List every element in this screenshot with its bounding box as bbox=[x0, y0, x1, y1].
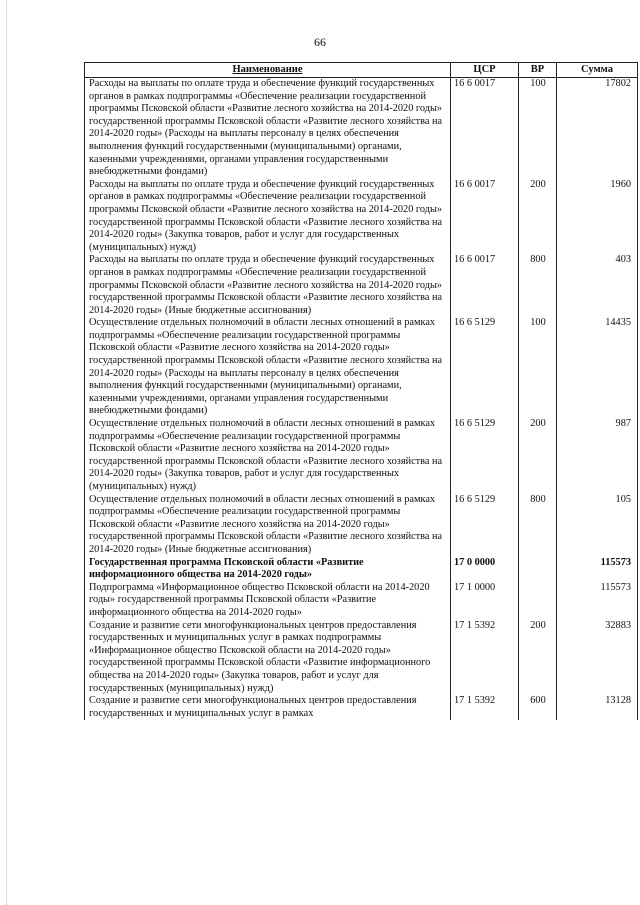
row-vr bbox=[519, 557, 557, 582]
row-name: Государственная программа Псковской области «Развитие информационного общества на 2014-2020 годы» bbox=[85, 557, 451, 582]
row-code: 16 6 5129 bbox=[451, 418, 519, 494]
row-name: Расходы на выплаты по оплате труда и обеспечение функций государственных органов в рамках подпрограммы «Обеспечение реализации государственной программы Псковской области «Развитие лесного хозяйства на 2014-2020 годы» государственной программы Псковской области «Развитие лесного хозяйства на 2014-2020 годы» (Закупка товаров, работ и услуг для государственных (муниципальных) нужд) bbox=[85, 179, 451, 255]
table-header-row bbox=[85, 63, 638, 78]
row-code: 16 6 5129 bbox=[451, 494, 519, 557]
header-sum: Сумма bbox=[557, 63, 638, 78]
row-sum: 105 bbox=[557, 494, 638, 557]
row-vr: 800 bbox=[519, 254, 557, 317]
table-row bbox=[85, 254, 638, 317]
row-sum: 32883 bbox=[557, 620, 638, 696]
row-code: 17 1 5392 bbox=[451, 620, 519, 696]
table-row bbox=[85, 557, 638, 582]
table-body bbox=[85, 78, 638, 721]
row-name: Создание и развитие сети многофункциональных центров предоставления государственных и муниципальных услуг в рамках bbox=[85, 695, 451, 720]
row-vr: 600 bbox=[519, 695, 557, 720]
header-code: ЦСР bbox=[451, 63, 519, 78]
table-row bbox=[85, 317, 638, 418]
row-sum: 115573 bbox=[557, 582, 638, 620]
table-row bbox=[85, 582, 638, 620]
row-name: Расходы на выплаты по оплате труда и обеспечение функций государственных органов в рамках подпрограммы «Обеспечение реализации государственной программы Псковской области «Развитие лесного хозяйства на 2014-2020 годы» государственной программы Псковской области «Развитие лесного хозяйства на 2014-2020 годы» (Иные бюджетные ассигнования) bbox=[85, 254, 451, 317]
table-row bbox=[85, 620, 638, 696]
row-code: 16 6 0017 bbox=[451, 78, 519, 179]
row-name: Осуществление отдельных полномочий в области лесных отношений в рамках подпрограммы «Обеспечение реализации государственной программы Псковской области «Развитие лесного хозяйства на 2014-2020 годы» государственной программы Псковской области «Развитие лесного хозяйства на 2014-2020 годы» (Закупка товаров, работ и услуг для государственных (муниципальных) нужд) bbox=[85, 418, 451, 494]
row-name: Осуществление отдельных полномочий в области лесных отношений в рамках подпрограммы «Обеспечение реализации государственной программы Псковской области «Развитие лесного хозяйства на 2014-2020 годы» государственной программы Псковской области «Развитие лесного хозяйства на 2014-2020 годы» (Иные бюджетные ассигнования) bbox=[85, 494, 451, 557]
row-name: Подпрограмма «Информационное общество Псковской области на 2014-2020 годы» государственной программы Псковской области «Развитие информационного общества на 2014-2020 годы» bbox=[85, 582, 451, 620]
table-row bbox=[85, 695, 638, 720]
header-vr: ВР bbox=[519, 63, 557, 78]
row-code: 17 0 0000 bbox=[451, 557, 519, 582]
table-row bbox=[85, 78, 638, 179]
row-sum: 403 bbox=[557, 254, 638, 317]
row-sum: 987 bbox=[557, 418, 638, 494]
row-code: 16 6 0017 bbox=[451, 179, 519, 255]
row-code: 16 6 5129 bbox=[451, 317, 519, 418]
row-sum: 14435 bbox=[557, 317, 638, 418]
header-name: Наименование bbox=[85, 63, 451, 78]
row-sum: 1960 bbox=[557, 179, 638, 255]
row-name: Расходы на выплаты по оплате труда и обеспечение функций государственных органов в рамках подпрограммы «Обеспечение реализации государственной программы Псковской области «Развитие лесного хозяйства на 2014-2020 годы» государственной программы Псковской области «Развитие лесного хозяйства на 2014-2020 годы» (Расходы на выплаты персоналу в целях обеспечения выполнения функций государственными (муниципальными) органами, казенными учреждениями, органами управления государственными внебюджетными фондами) bbox=[85, 78, 451, 179]
row-code: 16 6 0017 bbox=[451, 254, 519, 317]
scan-edge-artifact bbox=[0, 0, 7, 905]
row-sum: 17802 bbox=[557, 78, 638, 179]
row-name: Осуществление отдельных полномочий в области лесных отношений в рамках подпрограммы «Обеспечение реализации государственной программы Псковской области «Развитие лесного хозяйства на 2014-2020 годы» государственной программы Псковской области «Развитие лесного хозяйства на 2014-2020 годы» (Расходы на выплаты персоналу в целях обеспечения выполнения функций государственными (муниципальными) органами, казенными учреждениями, органами управления государственными внебюджетными фондами) bbox=[85, 317, 451, 418]
row-code: 17 1 5392 bbox=[451, 695, 519, 720]
row-vr: 200 bbox=[519, 620, 557, 696]
page-number: 66 bbox=[314, 35, 326, 49]
table-row bbox=[85, 179, 638, 255]
budget-table bbox=[84, 62, 638, 720]
row-sum: 115573 bbox=[557, 557, 638, 582]
row-vr: 200 bbox=[519, 179, 557, 255]
row-sum: 13128 bbox=[557, 695, 638, 720]
row-vr: 200 bbox=[519, 418, 557, 494]
table-row bbox=[85, 418, 638, 494]
row-name: Создание и развитие сети многофункциональных центров предоставления государственных и муниципальных услуг в рамках подпрограммы «Информационное общество Псковской области на 2014-2020 годы» государственной программы Псковской области «Развитие информационного общества на 2014-2020 годы» (Закупка товаров, работ и услуг для государственных (муниципальных) нужд) bbox=[85, 620, 451, 696]
row-vr: 100 bbox=[519, 78, 557, 179]
row-vr: 800 bbox=[519, 494, 557, 557]
table-row bbox=[85, 494, 638, 557]
row-vr bbox=[519, 582, 557, 620]
row-vr: 100 bbox=[519, 317, 557, 418]
row-code: 17 1 0000 bbox=[451, 582, 519, 620]
